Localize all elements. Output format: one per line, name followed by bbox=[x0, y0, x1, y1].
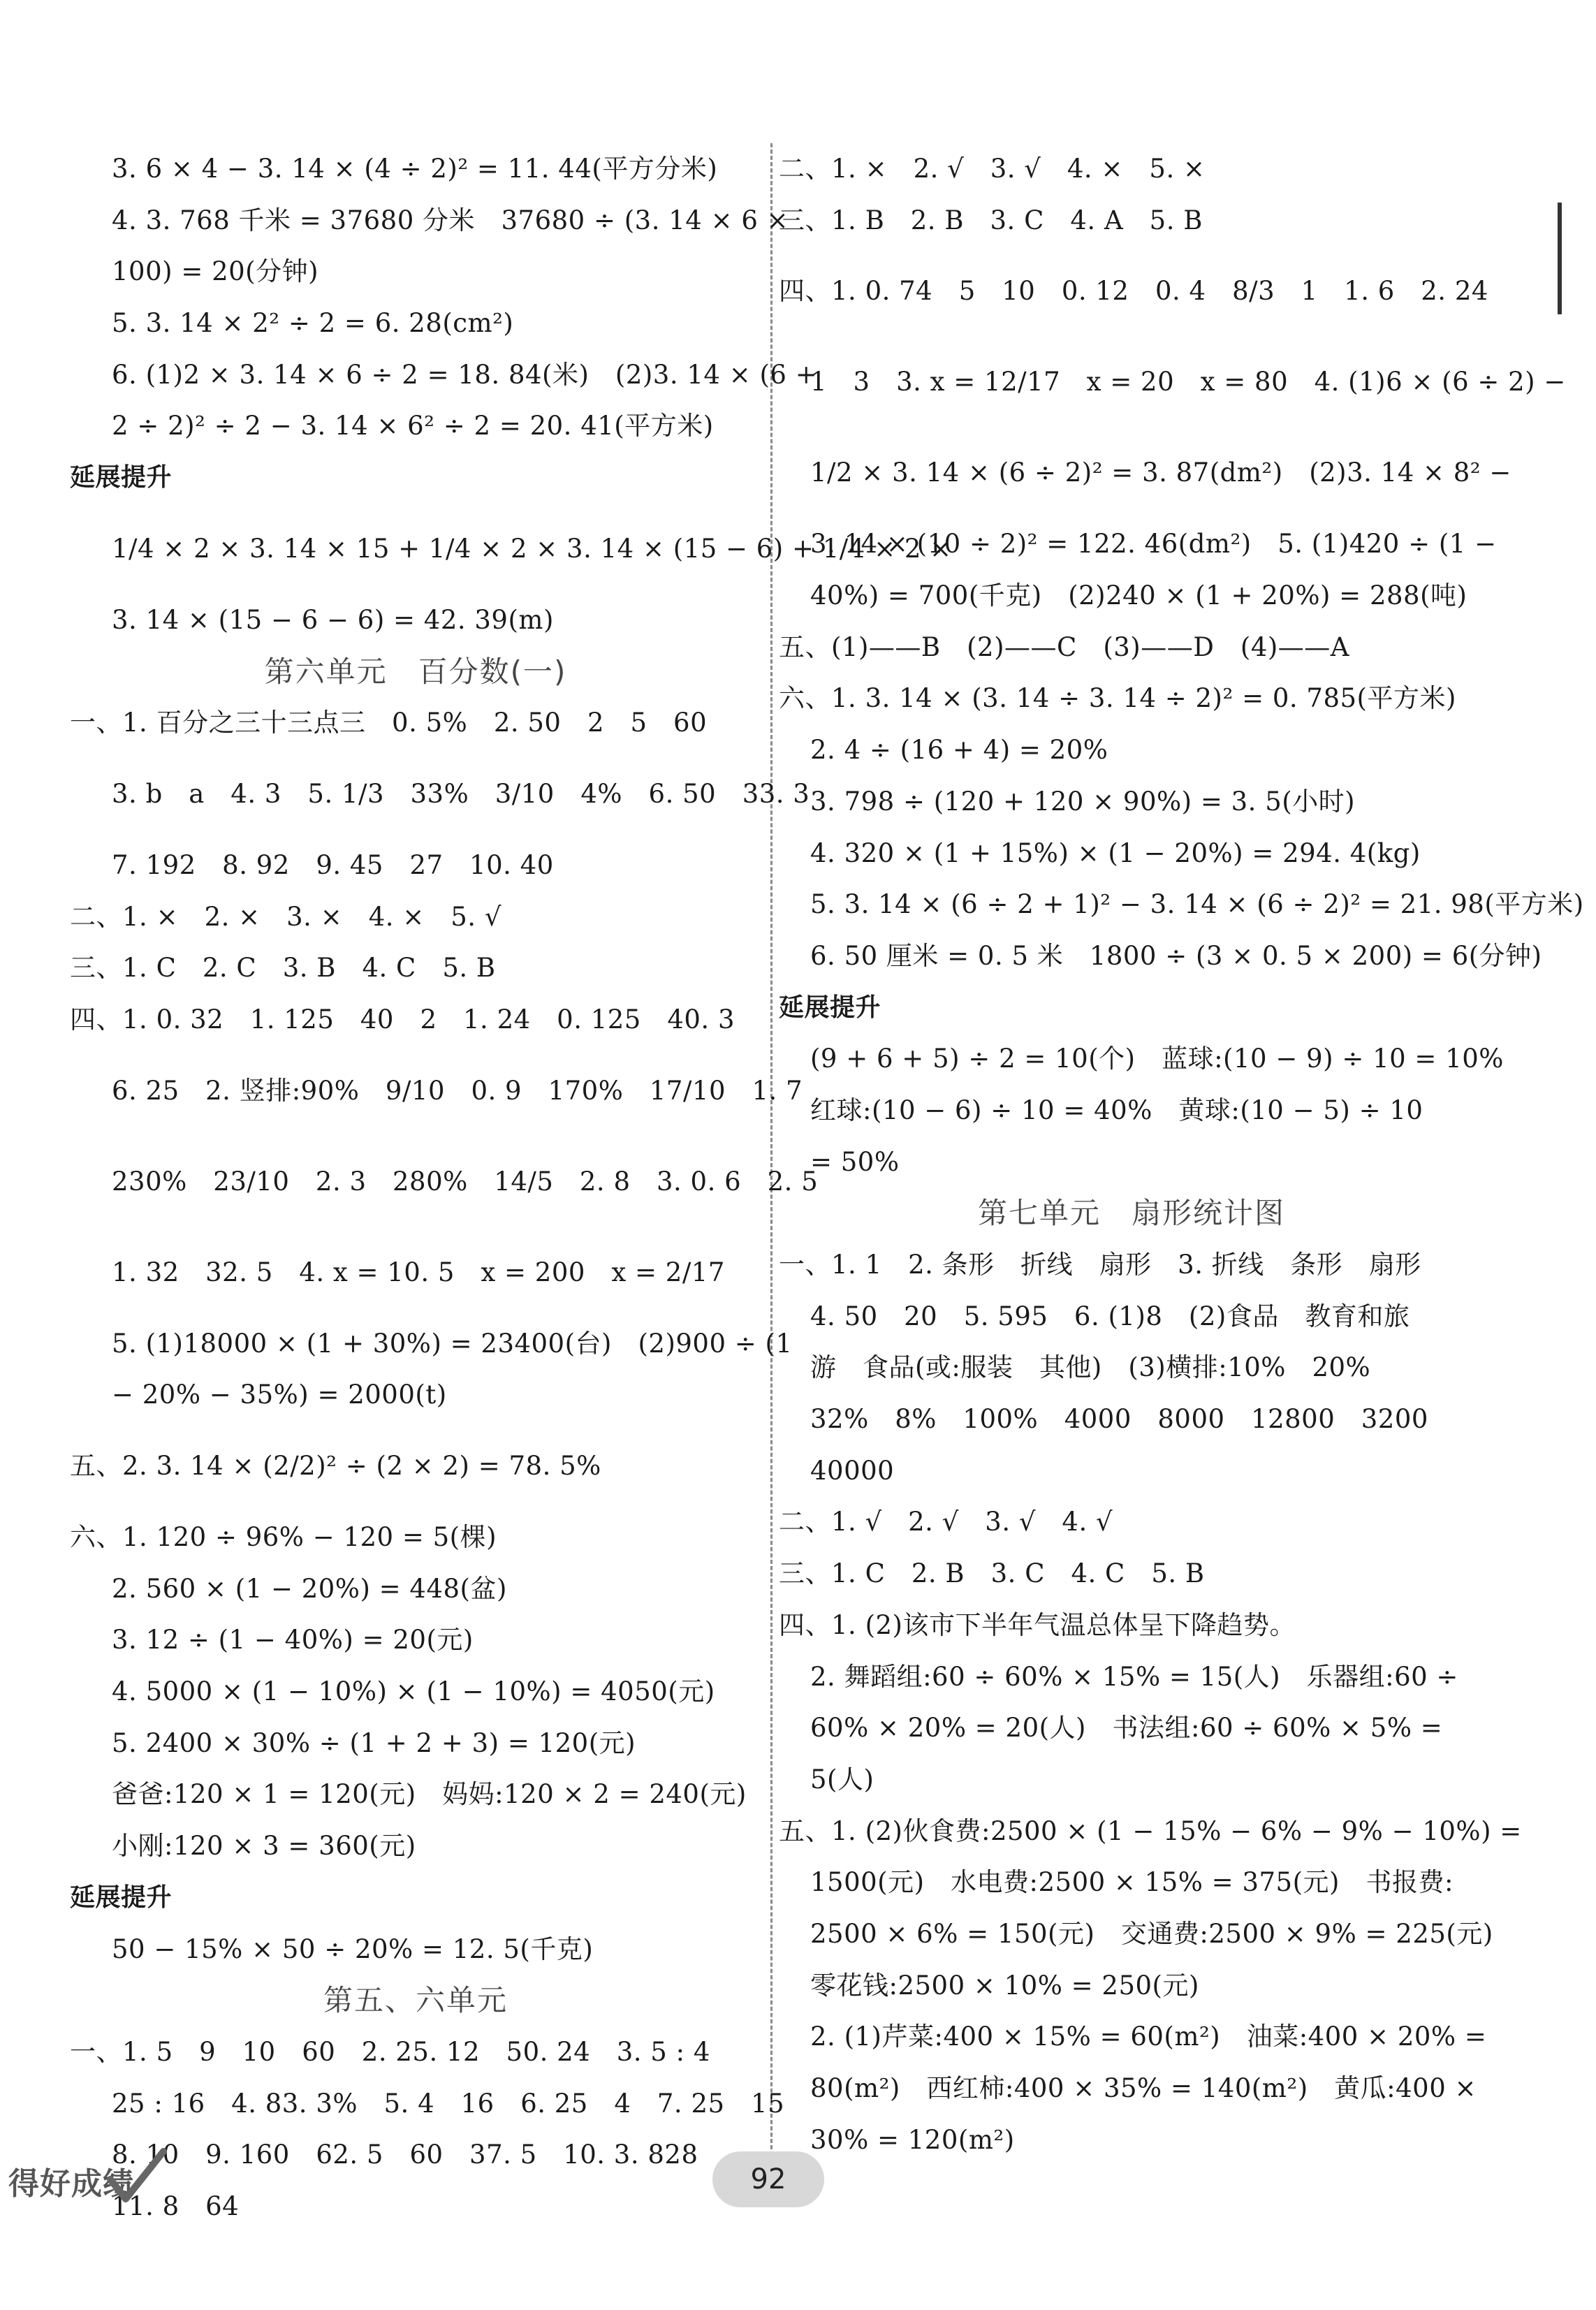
answer-line: 小刚:120 × 3 = 360(元) bbox=[112, 1831, 416, 1862]
answer-line: 2500 × 6% = 150(元) 交通费:2500 × 9% = 225(元) bbox=[810, 1918, 1493, 1949]
answer-line: 爸爸:120 × 1 = 120(元) 妈妈:120 × 2 = 240(元) bbox=[112, 1779, 747, 1810]
answer-line: 1. 32 32. 5 4. x = 10. 5 x = 200 x = 2/17 bbox=[112, 1257, 725, 1287]
answer-line: 1 3 3. x = 12/17 x = 20 x = 80 4. (1)6 × (6 ÷ 2) − bbox=[810, 367, 1566, 397]
answer-line: 4. 320 × (1 + 15%) × (1 − 20%) = 294. 4(kg) bbox=[810, 838, 1421, 868]
answer-line: 二、1. × 2. × 3. × 4. × 5. √ bbox=[70, 901, 502, 932]
answer-line: 五、2. 3. 14 × (2/2)² ÷ (2 × 2) = 78. 5% bbox=[70, 1451, 601, 1481]
answer-line: 5. (1)18000 × (1 + 30%) = 23400(台) (2)900 ÷ (1 bbox=[112, 1328, 793, 1359]
answer-line: 11. 8 64 bbox=[112, 2191, 240, 2221]
answer-line: 5(人) bbox=[810, 1764, 874, 1794]
answer-line: 一、1. 5 9 10 60 2. 25. 12 50. 24 3. 5 : 4 bbox=[70, 2036, 710, 2067]
answer-line: 五、1. (2)伙食费:2500 × (1 − 15% − 6% − 9% − 10%) = bbox=[779, 1815, 1522, 1846]
answer-line: 三、1. C 2. B 3. C 4. C 5. B bbox=[779, 1558, 1205, 1589]
answer-line: 三、1. B 2. B 3. C 4. A 5. B bbox=[779, 205, 1203, 235]
answer-line: 红球:(10 − 6) ÷ 10 = 40% 黄球:(10 − 5) ÷ 10 bbox=[810, 1095, 1423, 1125]
answer-line: 5. 3. 14 × (6 ÷ 2 + 1)² − 3. 14 × (6 ÷ 2)² = 21. 98(平方米) bbox=[810, 889, 1584, 920]
answer-line: 40000 bbox=[810, 1455, 895, 1486]
answer-line: 四、1. (2)该市下半年气温总体呈下降趋势。 bbox=[779, 1609, 1296, 1640]
answer-line: 100) = 20(分钟) bbox=[112, 256, 319, 287]
answer-line: 游 食品(或:服装 其他) (3)横排:10% 20% bbox=[810, 1352, 1371, 1383]
answer-line: 230% 23/10 2. 3 280% 14/5 2. 8 3. 0. 6 2. 5 bbox=[112, 1166, 819, 1197]
answer-line: 4. 3. 768 千米 = 37680 分米 37680 ÷ (3. 14 × 6 × bbox=[112, 205, 789, 235]
answer-line: 五、(1)——B (2)——C (3)——D (4)——A bbox=[779, 631, 1350, 662]
answer-line: 2. 4 ÷ (16 + 4) = 20% bbox=[810, 735, 1108, 766]
answer-line: 四、1. 0. 74 5 10 0. 12 0. 4 8/3 1 1. 6 2. 24 bbox=[779, 276, 1488, 307]
answer-line: 第五、六单元 bbox=[323, 1983, 508, 2018]
answer-line: = 50% bbox=[810, 1146, 900, 1177]
brand-logo: 得好成绩 bbox=[8, 2166, 134, 2202]
answer-line: 3. 6 × 4 − 3. 14 × (4 ÷ 2)² = 11. 44(平方分米) bbox=[112, 154, 718, 184]
answer-line: 2. (1)芹菜:400 × 15% = 60(m²) 油菜:400 × 20% = bbox=[810, 2022, 1487, 2052]
answer-line: − 20% − 35%) = 2000(t) bbox=[112, 1380, 447, 1410]
answer-line: 三、1. C 2. C 3. B 4. C 5. B bbox=[70, 953, 496, 984]
answer-line: 3. 14 × (10 ÷ 2)² = 122. 46(dm²) 5. (1)420 ÷ (1 − bbox=[810, 529, 1497, 560]
answer-line: 延展提升 bbox=[70, 463, 173, 492]
answer-line: 1/2 × 3. 14 × (6 ÷ 2)² = 3. 87(dm²) (2)3. 14 × 8² − bbox=[810, 458, 1511, 488]
edge-mark bbox=[1558, 203, 1562, 314]
answer-line: 3. 798 ÷ (120 + 120 × 90%) = 3. 5(小时) bbox=[810, 786, 1356, 817]
answer-line: 3. 12 ÷ (1 − 40%) = 20(元) bbox=[112, 1625, 474, 1655]
answer-line: 2. 舞蹈组:60 ÷ 60% × 15% = 15(人) 乐器组:60 ÷ bbox=[810, 1661, 1458, 1692]
answer-line: 7. 192 8. 92 9. 45 27 10. 40 bbox=[112, 849, 554, 880]
answer-line: 32% 8% 100% 4000 8000 12800 3200 bbox=[810, 1404, 1428, 1435]
answer-line: 50 − 15% × 50 ÷ 20% = 12. 5(千克) bbox=[112, 1933, 594, 1964]
answer-line: 6. 50 厘米 = 0. 5 米 1800 ÷ (3 × 0. 5 × 200) = 6(分钟) bbox=[810, 940, 1542, 971]
answer-line: 40%) = 700(千克) (2)240 × (1 + 20%) = 288(吨) bbox=[810, 580, 1467, 611]
answer-line: 3. 14 × (15 − 6 − 6) = 42. 39(m) bbox=[112, 604, 554, 635]
checkmark-icon bbox=[105, 2144, 168, 2207]
answer-line: 1/4 × 2 × 3. 14 × 15 + 1/4 × 2 × 3. 14 × (15 − 6) + 1/4 × 2 × bbox=[112, 533, 952, 564]
answer-line: 二、1. √ 2. √ 3. √ 4. √ bbox=[779, 1507, 1113, 1537]
answer-line: 第六单元 百分数(一) bbox=[264, 654, 567, 689]
answer-line: 延展提升 bbox=[779, 993, 881, 1022]
answer-line: 第七单元 扇形统计图 bbox=[977, 1196, 1285, 1231]
answer-line: 5. 3. 14 × 2² ÷ 2 = 6. 28(cm²) bbox=[112, 308, 514, 339]
answer-line: 2 ÷ 2)² ÷ 2 − 3. 14 × 6² ÷ 2 = 20. 41(平方米) bbox=[112, 411, 714, 441]
answer-line: 6. (1)2 × 3. 14 × 6 ÷ 2 = 18. 84(米) (2)3. 14 × (6 + bbox=[112, 359, 818, 390]
answer-line: 4. 5000 × (1 − 10%) × (1 − 10%) = 4050(元) bbox=[112, 1676, 715, 1707]
answer-line: 六、1. 120 ÷ 96% − 120 = 5(棵) bbox=[70, 1522, 497, 1552]
answer-line: 一、1. 百分之三十三点三 0. 5% 2. 50 2 5 60 bbox=[70, 708, 708, 738]
page-number: 92 bbox=[712, 2151, 824, 2207]
answer-line: 2. 560 × (1 − 20%) = 448(盆) bbox=[112, 1573, 507, 1604]
answer-line: 四、1. 0. 32 1. 125 40 2 1. 24 0. 125 40. 3 bbox=[70, 1004, 735, 1035]
right-column bbox=[779, 143, 1584, 2165]
answer-line: 六、1. 3. 14 × (3. 14 ÷ 3. 14 ÷ 2)² = 0. 785(平方米) bbox=[779, 683, 1456, 714]
answer-line: (9 + 6 + 5) ÷ 2 = 10(个) 蓝球:(10 − 9) ÷ 10 = 10% bbox=[810, 1044, 1504, 1074]
answer-line: 80(m²) 西红柿:400 × 35% = 140(m²) 黄瓜:400 × bbox=[810, 2073, 1477, 2103]
answer-line: 1500(元) 水电费:2500 × 15% = 375(元) 书报费: bbox=[810, 1867, 1454, 1898]
answer-line: 延展提升 bbox=[70, 1883, 173, 1912]
answer-line: 6. 25 2. 竖排:90% 9/10 0. 9 170% 17/10 1. 7 bbox=[112, 1075, 803, 1106]
answer-line: 25 : 16 4. 83. 3% 5. 4 16 6. 25 4 7. 25 15 bbox=[112, 2088, 785, 2119]
answer-line: 二、1. × 2. √ 3. √ 4. × 5. × bbox=[779, 154, 1206, 184]
answer-line: 3. b a 4. 3 5. 1/3 33% 3/10 4% 6. 50 33. 3 bbox=[112, 778, 810, 809]
answer-line: 零花钱:2500 × 10% = 250(元) bbox=[810, 1970, 1199, 2001]
answer-line: 30% = 120(m²) bbox=[810, 2124, 1015, 2155]
answer-line: 60% × 20% = 20(人) 书法组:60 ÷ 60% × 5% = bbox=[810, 1713, 1443, 1744]
answer-line: 一、1. 1 2. 条形 折线 扇形 3. 折线 条形 扇形 bbox=[779, 1250, 1421, 1280]
answer-line: 5. 2400 × 30% ÷ (1 + 2 + 3) = 120(元) bbox=[112, 1727, 636, 1758]
answer-line: 4. 50 20 5. 595 6. (1)8 (2)食品 教育和旅 bbox=[810, 1301, 1410, 1331]
answer-line: 8. 10 9. 160 62. 5 60 37. 5 10. 3. 828 bbox=[112, 2140, 698, 2170]
